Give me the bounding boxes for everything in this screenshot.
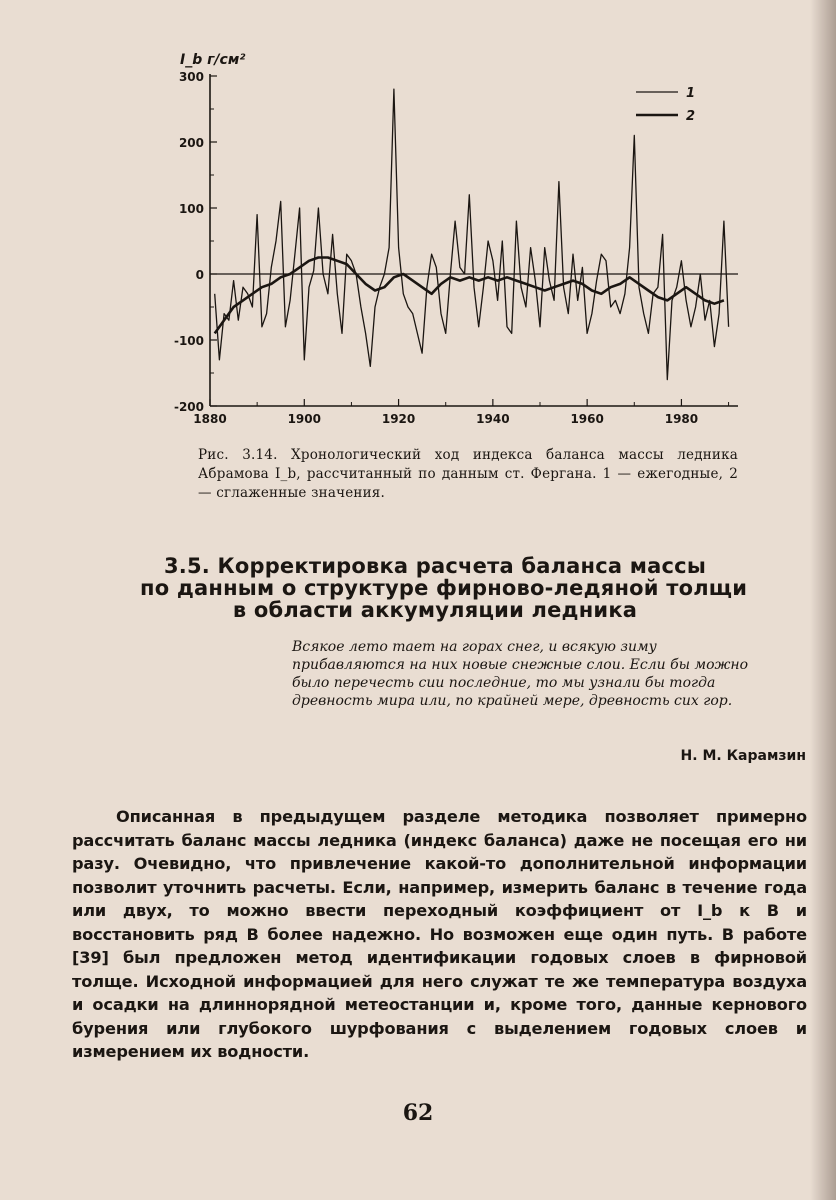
y-tick-label: 100 bbox=[178, 202, 204, 216]
y-axis-label: I_b г/см² bbox=[180, 52, 246, 68]
chart-svg bbox=[150, 40, 760, 430]
legend-label-2: 2 bbox=[686, 109, 696, 124]
x-tick-label: 1900 bbox=[287, 412, 321, 426]
series-annual-line bbox=[215, 89, 729, 379]
y-tick-label: 300 bbox=[178, 70, 204, 84]
chart-ticks bbox=[174, 70, 729, 426]
chart-series bbox=[215, 89, 729, 379]
page-shadow bbox=[810, 0, 836, 1200]
epigraph-author: Н. М. Карамзин bbox=[680, 748, 806, 764]
y-tick-label: -200 bbox=[173, 400, 204, 414]
page-number: 62 bbox=[402, 1100, 434, 1126]
figure-caption bbox=[198, 446, 738, 503]
chart-legend bbox=[636, 86, 695, 124]
figure-chart bbox=[150, 40, 760, 430]
body-paragraph: Описанная в предыдущем разделе методика позволяет примерно рассчитать баланс массы ледника (индекс баланса) даже не посещая его ни разу. Очевидно, что привлечение какой-то дополнительной информации позволит уточнить расчеты. Если, например, измерить баланс в течение года или двух, то можно ввести переходный коэффициент от I_b к B и восстановить ряд B более надежно. Но возможен еще один путь. В работе [39] был предложен метод идентификации годовых слоев в фирновой толще. Исходной информацией для него служат те же температура воздуха и осадки на длиннорядной метеостанции и, кроме того, данные кернового бурения или глубокого шурфования с выделением годовых слоев и измерением их водности. bbox=[72, 807, 807, 1061]
x-tick-label: 1920 bbox=[381, 412, 416, 426]
y-tick-label: 0 bbox=[195, 268, 204, 282]
legend-label-1: 1 bbox=[686, 86, 696, 101]
body-text bbox=[72, 805, 807, 1064]
y-tick-label: -100 bbox=[173, 334, 204, 348]
section-title bbox=[140, 554, 748, 622]
section-title-line-3: в области аккумуляции ледника bbox=[232, 598, 638, 622]
x-tick-label: 1980 bbox=[664, 412, 699, 426]
y-tick-label: 200 bbox=[178, 136, 204, 150]
section-title-line-1: 3.5. Корректировка расчета баланса массы bbox=[163, 554, 707, 578]
section-title-line-2: по данным о структуре фирново-ледяной толщи bbox=[140, 576, 748, 600]
x-tick-label: 1960 bbox=[570, 412, 604, 426]
x-tick-label: 1880 bbox=[193, 412, 227, 426]
figure-caption-text: Рис. 3.14. Хронологический ход индекса баланса массы ледника Абрамова I_b, рассчитанный по данным ст. Фергана. 1 — ежегодные, 2 — сглаженные значения. bbox=[198, 447, 738, 501]
x-tick-label: 1940 bbox=[476, 412, 510, 426]
epigraph-text: Всякое лето тает на горах снег, и всякую зиму прибавляются на них новые снежные слои. Если бы можно было перечесть сии последние, то мы узнали бы тогда древность мира или, по крайней мере, древность сих гор. bbox=[292, 639, 749, 709]
chart-axes bbox=[180, 52, 738, 406]
